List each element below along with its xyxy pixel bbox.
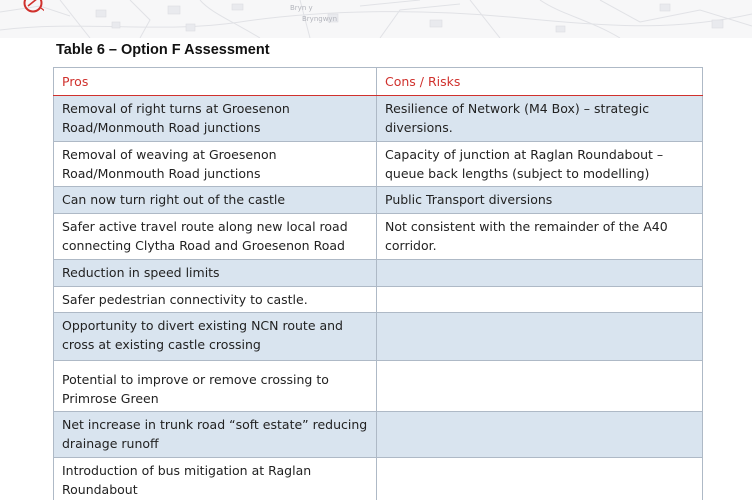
table-row (54, 187, 703, 214)
table-row (54, 214, 703, 260)
pros-cell: Removal of weaving at Groesenon Road/Monmouth Road junctions (54, 142, 377, 187)
cons-cell (377, 412, 703, 458)
table-row (54, 96, 703, 142)
pros-cell: Safer active travel route along new local road connecting Clytha Road and Groesenon Road (54, 214, 377, 260)
map-background-fragment-icon (0, 0, 752, 38)
table-row (54, 260, 703, 287)
table-row (54, 286, 703, 313)
option-f-assessment-table (53, 67, 703, 500)
table-row (54, 412, 703, 458)
cons-header: Cons / Risks (377, 68, 703, 96)
map-label: Bryngwyn (302, 15, 338, 23)
table-title: Table 6 – Option F Assessment (56, 42, 270, 58)
table-header-row (54, 68, 703, 96)
pros-header: Pros (54, 68, 377, 96)
table-row (54, 142, 703, 187)
cons-cell (377, 313, 703, 361)
pros-cell: Net increase in trunk road “soft estate” reducing drainage runoff (54, 412, 377, 458)
table-row (54, 361, 703, 412)
pros-cell: Introduction of bus mitigation at Raglan Roundabout (54, 458, 377, 500)
pros-cell: Potential to improve or remove crossing to Primrose Green (54, 361, 377, 412)
pros-cell: Safer pedestrian connectivity to castle. (54, 286, 377, 313)
pros-cell: Opportunity to divert existing NCN route and cross at existing castle crossing (54, 313, 377, 361)
cons-cell (377, 458, 703, 500)
map-label: Bryn y (290, 4, 313, 12)
pros-cell: Removal of right turns at Groesenon Road/Monmouth Road junctions (54, 96, 377, 142)
cons-cell: Resilience of Network (M4 Box) – strategic diversions. (377, 96, 703, 142)
cons-cell (377, 286, 703, 313)
pros-cell: Can now turn right out of the castle (54, 187, 377, 214)
pros-cell: Reduction in speed limits (54, 260, 377, 287)
cons-cell (377, 361, 703, 412)
cons-cell: Not consistent with the remainder of the A40 corridor. (377, 214, 703, 260)
cons-cell: Public Transport diversions (377, 187, 703, 214)
red-circle-logo-icon (22, 0, 44, 14)
cons-cell (377, 260, 703, 287)
cons-cell: Capacity of junction at Raglan Roundabout – queue back lengths (subject to modelling) (377, 142, 703, 187)
map-background (0, 0, 752, 38)
table-row (54, 458, 703, 500)
table-row (54, 313, 703, 361)
